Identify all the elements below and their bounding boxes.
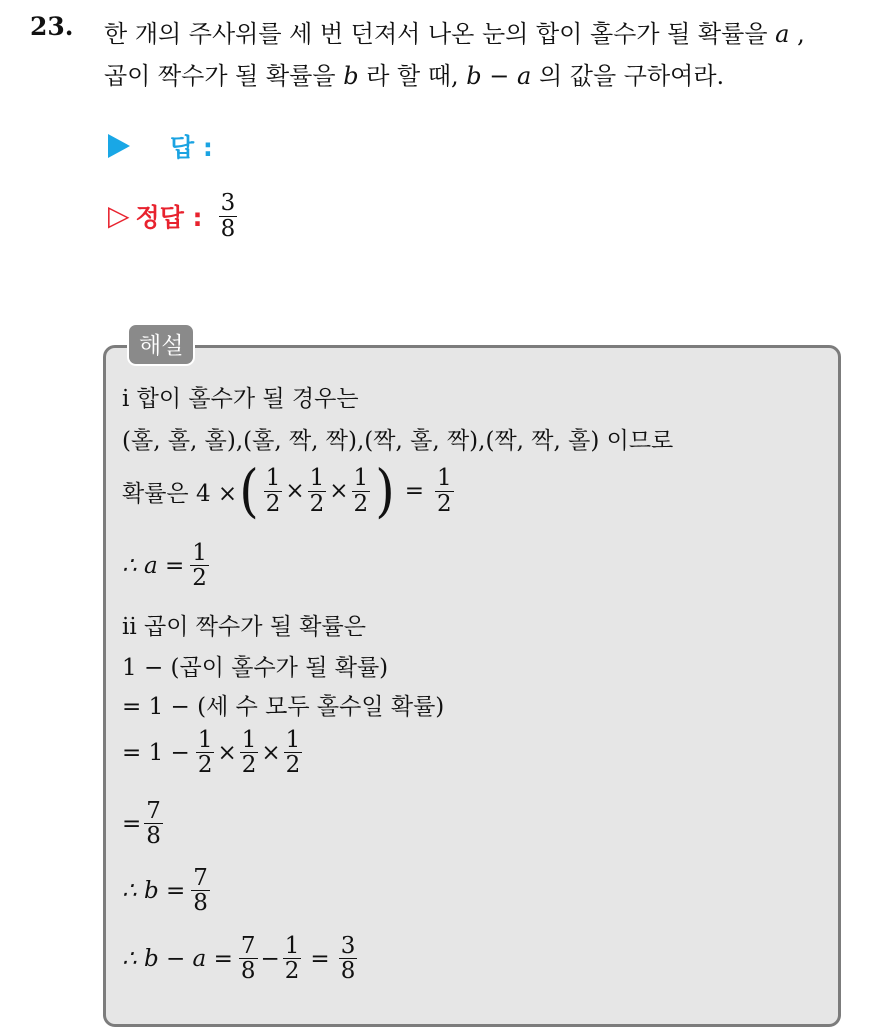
- num: 3: [340, 933, 356, 959]
- den: 2: [309, 490, 325, 517]
- solution-line-9: [122, 799, 166, 848]
- therefore-b: ∴ b =: [122, 877, 186, 904]
- solution-line-5: ⅱ 곱이 짝수가 될 확률은: [122, 614, 366, 640]
- solution-line-6: 1 − (곱이 홀수가 될 확률): [122, 655, 389, 681]
- solution-line-1: ⅰ 합이 홀수가 될 경우는: [122, 386, 359, 412]
- question-line-1: [104, 14, 805, 49]
- fraction-half: [284, 728, 303, 777]
- fraction-half: [240, 728, 259, 777]
- probability-prefix: 확률은 4 ×: [122, 480, 238, 507]
- answer-label: 답 :: [170, 133, 213, 162]
- num: 1: [192, 540, 207, 566]
- fraction-seven-eighths: [191, 866, 210, 915]
- therefore-a: ∴ a =: [122, 552, 185, 579]
- solution-line-2: (홀, 홀, 홀),(홀, 짝, 짝),(짝, 홀, 짝),(짝, 짝, 홀) 이므로: [122, 428, 674, 454]
- therefore-b-minus-a: ∴ b − a =: [122, 945, 233, 972]
- den: 2: [285, 752, 301, 779]
- one-minus: = 1 −: [122, 739, 190, 766]
- equals-sign: =: [310, 945, 330, 972]
- num: 7: [193, 865, 208, 891]
- num: 1: [309, 465, 325, 492]
- question-text-1: 한 개의 주사위를 세 번 던져서 나온 눈의 합이 홀수가 될 확률을: [104, 20, 768, 48]
- times-sign: ×: [217, 739, 237, 766]
- fraction-numerator: 3: [220, 190, 236, 217]
- times-sign: ×: [261, 739, 281, 766]
- solution-line-3: [122, 457, 457, 525]
- den: 2: [241, 752, 257, 779]
- num: 7: [146, 798, 161, 824]
- question-line-2: [104, 56, 724, 91]
- solution-line-4: [122, 541, 212, 590]
- correct-answer-label: 정답 :: [135, 203, 203, 232]
- den: 2: [192, 565, 207, 592]
- equals-prefix: =: [122, 810, 142, 837]
- question-number: 23.: [30, 12, 74, 41]
- den: 8: [146, 823, 161, 850]
- right-paren: ): [375, 457, 395, 525]
- left-paren: (: [239, 457, 259, 525]
- solution-line-10: [122, 866, 213, 915]
- fraction-half: [264, 466, 283, 515]
- question-text-1-end: ,: [797, 20, 805, 48]
- minus-sign: −: [260, 945, 280, 972]
- den: 2: [265, 490, 281, 517]
- fraction-half: [352, 466, 371, 515]
- play-arrow-icon: [108, 134, 130, 158]
- num: 1: [353, 465, 369, 492]
- den: 2: [436, 490, 452, 517]
- equals-sign: =: [404, 478, 424, 504]
- variable-a: a: [775, 20, 790, 48]
- fraction-three-eighths: [339, 934, 358, 983]
- den: 8: [240, 958, 256, 985]
- fraction-half: [435, 466, 454, 515]
- num: 1: [436, 465, 452, 492]
- solution-tag: 해설: [127, 323, 195, 366]
- times-sign: ×: [285, 478, 305, 504]
- outline-arrow-icon: ▷: [108, 199, 130, 232]
- answer-row: [108, 126, 213, 166]
- den: 2: [284, 958, 300, 985]
- fraction-half: [196, 728, 215, 777]
- fraction-half: [190, 541, 209, 590]
- fraction-denominator: 8: [220, 215, 236, 242]
- correct-answer-fraction: [219, 191, 238, 240]
- den: 8: [340, 958, 356, 985]
- question-text-2c: 의 값을 구하여라.: [538, 62, 725, 90]
- num: 1: [241, 727, 257, 753]
- question-text-2b: 라 할 때,: [366, 62, 459, 90]
- den: 2: [353, 490, 369, 517]
- num: 7: [240, 933, 256, 959]
- fraction-half: [283, 934, 302, 983]
- num: 1: [285, 727, 301, 753]
- solution-line-7: = 1 − (세 수 모두 홀수일 확률): [122, 694, 445, 720]
- den: 2: [197, 752, 213, 779]
- den: 8: [193, 890, 208, 917]
- num: 1: [284, 933, 300, 959]
- num: 1: [197, 727, 213, 753]
- fraction-seven-eighths: [239, 934, 258, 983]
- times-sign: ×: [329, 478, 349, 504]
- solution-line-11: [122, 934, 360, 983]
- solution-line-8: [122, 728, 305, 777]
- num: 1: [265, 465, 281, 492]
- variable-b: b: [343, 62, 359, 90]
- fraction-seven-eighths: [144, 799, 163, 848]
- fraction-half: [308, 466, 327, 515]
- question-text-2a: 곱이 짝수가 될 확률을: [104, 62, 336, 90]
- correct-answer-row: [108, 188, 240, 244]
- expression-b-minus-a: b − a: [466, 62, 532, 90]
